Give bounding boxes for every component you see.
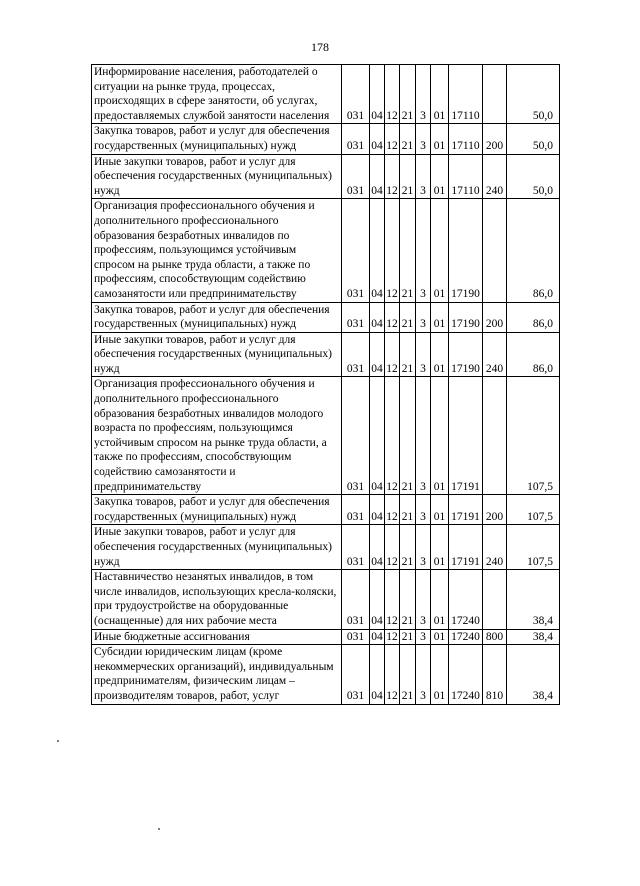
row-name: Наставничество незанятых инвалидов, в том числе инвалидов, использующих кресла-коляски, при трудоустройстве на оборудованные (оснащенные) для них рабочие места	[92, 570, 342, 629]
amount: 38,4	[507, 645, 560, 704]
expense-type: 240	[483, 525, 507, 570]
expense-type	[483, 65, 507, 124]
admin-code: 031	[342, 570, 370, 629]
event-code: 01	[431, 570, 449, 629]
subprogram-code: 3	[416, 302, 431, 332]
subsection-code: 12	[385, 154, 400, 199]
subprogram-code: 3	[416, 377, 431, 495]
amount: 86,0	[507, 332, 560, 377]
event-code: 01	[431, 495, 449, 525]
direction-code: 17110	[449, 65, 483, 124]
page-number: 178	[311, 40, 329, 54]
program-code: 21	[400, 199, 416, 302]
admin-code: 031	[342, 302, 370, 332]
event-code: 01	[431, 377, 449, 495]
event-code: 01	[431, 65, 449, 124]
section-code: 04	[370, 124, 385, 154]
expense-type: 200	[483, 495, 507, 525]
row-name: Иные закупки товаров, работ и услуг для обеспечения государственных (муниципальных) нужд	[92, 332, 342, 377]
table-row	[92, 65, 560, 124]
amount: 50,0	[507, 65, 560, 124]
admin-code: 031	[342, 495, 370, 525]
program-code: 21	[400, 332, 416, 377]
program-code: 21	[400, 629, 416, 645]
table-row	[92, 154, 560, 199]
subsection-code: 12	[385, 199, 400, 302]
section-code: 04	[370, 65, 385, 124]
table-row	[92, 302, 560, 332]
admin-code: 031	[342, 124, 370, 154]
direction-code: 17191	[449, 495, 483, 525]
subsection-code: 12	[385, 645, 400, 704]
section-code: 04	[370, 199, 385, 302]
expense-type: 200	[483, 124, 507, 154]
row-name: Организация профессионального обучения и дополнительного профессионального образования безработных инвалидов молодого возраста по профессиям, пользующимся устойчивым спросом на рынке труда области, а также по профессиям, способствующим содействию самозанятости и предпринимательству	[92, 377, 342, 495]
section-code: 04	[370, 570, 385, 629]
table-row	[92, 570, 560, 629]
program-code: 21	[400, 495, 416, 525]
section-code: 04	[370, 302, 385, 332]
scan-speck	[57, 740, 59, 742]
table-row	[92, 332, 560, 377]
admin-code: 031	[342, 332, 370, 377]
amount: 38,4	[507, 629, 560, 645]
direction-code: 17191	[449, 525, 483, 570]
admin-code: 031	[342, 377, 370, 495]
amount: 86,0	[507, 302, 560, 332]
section-code: 04	[370, 629, 385, 645]
expense-type: 810	[483, 645, 507, 704]
row-name: Субсидии юридическим лицам (кроме некоммерческих организаций), индивидуальным предпринимателям, физическим лицам – производителям товаров, работ, услуг	[92, 645, 342, 704]
event-code: 01	[431, 124, 449, 154]
table-row	[92, 629, 560, 645]
section-code: 04	[370, 645, 385, 704]
expense-type: 800	[483, 629, 507, 645]
program-code: 21	[400, 65, 416, 124]
scan-speck	[158, 828, 160, 830]
table-row	[92, 525, 560, 570]
event-code: 01	[431, 302, 449, 332]
event-code: 01	[431, 629, 449, 645]
admin-code: 031	[342, 629, 370, 645]
program-code: 21	[400, 302, 416, 332]
direction-code: 17240	[449, 645, 483, 704]
direction-code: 17191	[449, 377, 483, 495]
subsection-code: 12	[385, 332, 400, 377]
subprogram-code: 3	[416, 199, 431, 302]
direction-code: 17190	[449, 332, 483, 377]
subsection-code: 12	[385, 629, 400, 645]
row-name: Закупка товаров, работ и услуг для обеспечения государственных (муниципальных) нужд	[92, 495, 342, 525]
subsection-code: 12	[385, 525, 400, 570]
table-row	[92, 377, 560, 495]
subsection-code: 12	[385, 377, 400, 495]
subprogram-code: 3	[416, 332, 431, 377]
subprogram-code: 3	[416, 525, 431, 570]
section-code: 04	[370, 525, 385, 570]
program-code: 21	[400, 377, 416, 495]
event-code: 01	[431, 199, 449, 302]
subprogram-code: 3	[416, 645, 431, 704]
event-code: 01	[431, 154, 449, 199]
subprogram-code: 3	[416, 629, 431, 645]
expense-type: 240	[483, 332, 507, 377]
expense-type	[483, 570, 507, 629]
subprogram-code: 3	[416, 570, 431, 629]
program-code: 21	[400, 124, 416, 154]
amount: 50,0	[507, 124, 560, 154]
program-code: 21	[400, 645, 416, 704]
table-row	[92, 124, 560, 154]
row-name: Иные закупки товаров, работ и услуг для обеспечения государственных (муниципальных) нужд	[92, 525, 342, 570]
table-body	[92, 65, 560, 705]
expense-type: 240	[483, 154, 507, 199]
section-code: 04	[370, 377, 385, 495]
subprogram-code: 3	[416, 65, 431, 124]
row-name: Информирование населения, работодателей о ситуации на рынке труда, процессах, происходящих в сфере занятости, об услугах, предоставляемых службой занятости населения	[92, 65, 342, 124]
subsection-code: 12	[385, 495, 400, 525]
direction-code: 17190	[449, 199, 483, 302]
amount: 107,5	[507, 525, 560, 570]
subsection-code: 12	[385, 302, 400, 332]
row-name: Иные бюджетные ассигнования	[92, 629, 342, 645]
subprogram-code: 3	[416, 154, 431, 199]
expense-type	[483, 199, 507, 302]
program-code: 21	[400, 525, 416, 570]
table-row	[92, 495, 560, 525]
event-code: 01	[431, 332, 449, 377]
admin-code: 031	[342, 645, 370, 704]
subprogram-code: 3	[416, 495, 431, 525]
amount: 38,4	[507, 570, 560, 629]
amount: 86,0	[507, 199, 560, 302]
direction-code: 17240	[449, 570, 483, 629]
subsection-code: 12	[385, 65, 400, 124]
budget-table	[91, 64, 560, 705]
admin-code: 031	[342, 199, 370, 302]
amount: 107,5	[507, 495, 560, 525]
row-name: Закупка товаров, работ и услуг для обеспечения государственных (муниципальных) нужд	[92, 124, 342, 154]
section-code: 04	[370, 154, 385, 199]
event-code: 01	[431, 645, 449, 704]
row-name: Иные закупки товаров, работ и услуг для обеспечения государственных (муниципальных) нужд	[92, 154, 342, 199]
subprogram-code: 3	[416, 124, 431, 154]
table-row	[92, 645, 560, 704]
admin-code: 031	[342, 525, 370, 570]
direction-code: 17190	[449, 302, 483, 332]
admin-code: 031	[342, 65, 370, 124]
section-code: 04	[370, 332, 385, 377]
event-code: 01	[431, 525, 449, 570]
table-row	[92, 199, 560, 302]
subsection-code: 12	[385, 124, 400, 154]
amount: 50,0	[507, 154, 560, 199]
admin-code: 031	[342, 154, 370, 199]
amount: 107,5	[507, 377, 560, 495]
expense-type	[483, 377, 507, 495]
section-code: 04	[370, 495, 385, 525]
program-code: 21	[400, 154, 416, 199]
direction-code: 17240	[449, 629, 483, 645]
direction-code: 17110	[449, 124, 483, 154]
row-name: Организация профессионального обучения и дополнительного профессионального образования безработных инвалидов по профессиям, пользующимся устойчивым спросом на рынке труда области, а также по профессиям, способствующим содействию самозанятости или предпринимательству	[92, 199, 342, 302]
program-code: 21	[400, 570, 416, 629]
subsection-code: 12	[385, 570, 400, 629]
expense-type: 200	[483, 302, 507, 332]
row-name: Закупка товаров, работ и услуг для обеспечения государственных (муниципальных) нужд	[92, 302, 342, 332]
direction-code: 17110	[449, 154, 483, 199]
